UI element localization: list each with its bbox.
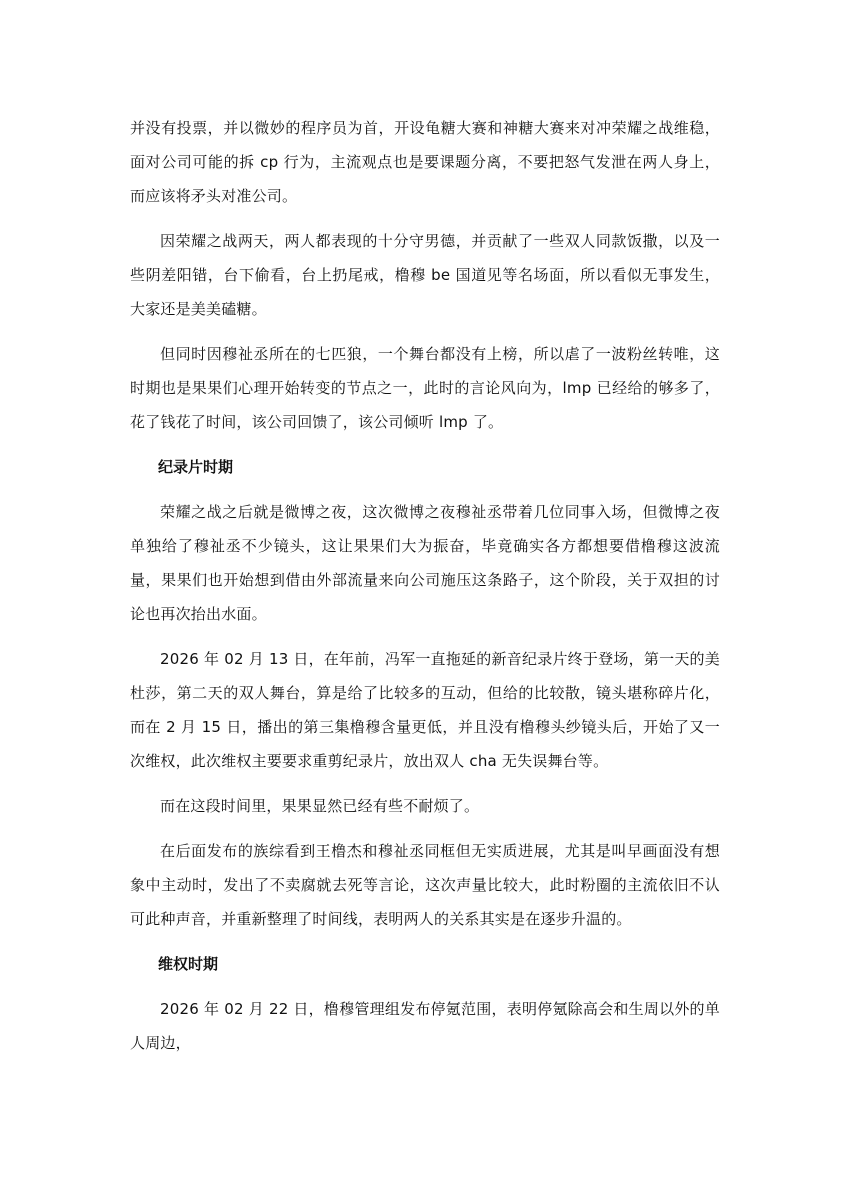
section-heading: 纪录片时期 <box>158 458 234 476</box>
paragraph: 并没有投票，并以微妙的程序员为首，开设龟糖大赛和神糖大赛来对冲荣耀之战维稳，面对公司可能的拆 cp 行为，主流观点也是要课题分离，不要把怒气发泄在两人身上，而应该将矛头对准公司。 <box>130 119 720 205</box>
section-heading: 维权时期 <box>158 955 219 973</box>
document-body <box>130 111 720 1071</box>
paragraph: 2026 年 02 月 22 日，橹穆管理组发布停氪范围，表明停氪除高会和生周以外的单人周边， <box>130 1000 720 1052</box>
paragraph: 2026 年 02 月 13 日，在年前，冯军一直拖延的新音纪录片终于登场，第一天的美杜莎，第二天的双人舞台，算是给了比较多的互动，但给的比较散，镜头堪称碎片化，而在 2 月 15 日，播出的第三集橹穆含量更低，并且没有橹穆头纱镜头后，开始了又一次维权，此次维权主要要求重剪纪录片，放出双人 cha 无失误舞台等。 <box>130 650 720 770</box>
paragraph: 但同时因穆祉丞所在的七匹狼，一个舞台都没有上榜，所以虐了一波粉丝转唯，这时期也是果果们心理开始转变的节点之一，此时的言论风向为，lmp 已经给的够多了，花了钱花了时间，该公司回馈了，该公司倾听 lmp 了。 <box>130 345 720 431</box>
paragraph: 而在这段时间里，果果显然已经有些不耐烦了。 <box>160 797 480 815</box>
paragraph: 在后面发布的族综看到王橹杰和穆祉丞同框但无实质进展，尤其是叫早画面没有想象中主动时，发出了不卖腐就去死等言论，这次声量比较大，此时粉圈的主流依旧不认可此种声音，并重新整理了时间线，表明两人的关系其实是在逐步升温的。 <box>130 842 720 928</box>
paragraph: 荣耀之战之后就是微博之夜，这次微博之夜穆祉丞带着几位同事入场，但微博之夜单独给了穆祉丞不少镜头，这让果果们大为振奋，毕竟确实各方都想要借橹穆这波流量，果果们也开始想到借由外部流量来向公司施压这条路子，这个阶段，关于双担的讨论也再次抬出水面。 <box>130 503 720 623</box>
paragraph: 因荣耀之战两天，两人都表现的十分守男德，并贡献了一些双人同款饭撒，以及一些阴差阳错，台下偷看，台上扔尾戒，橹穆 be 国道见等名场面，所以看似无事发生，大家还是美美磕糖。 <box>130 232 720 318</box>
